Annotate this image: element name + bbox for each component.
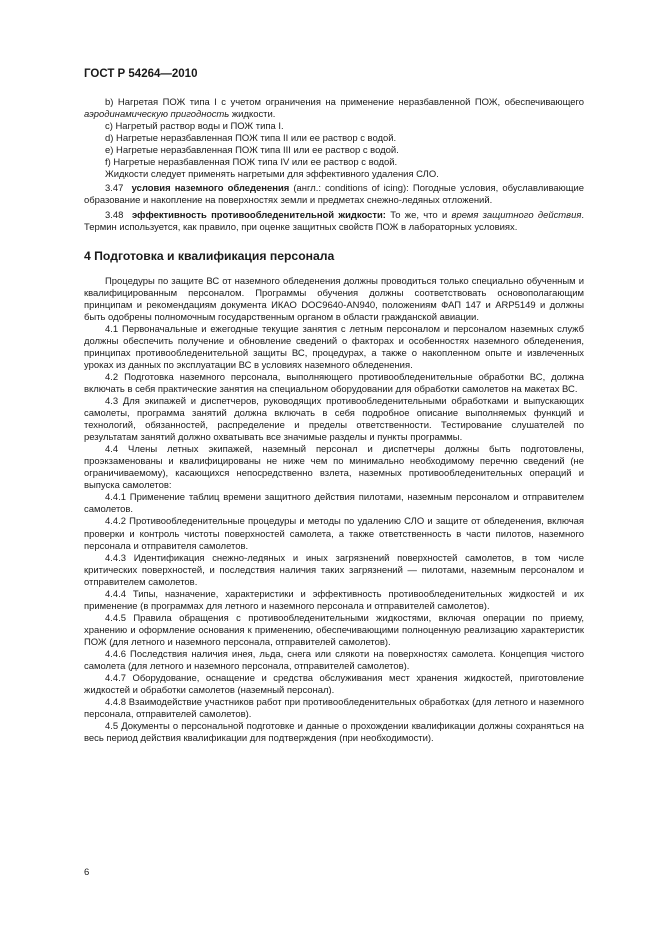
paragraph-4-4-6: 4.4.6 Последствия наличия инея, льда, снега или слякоти на поверхностях самолета. Концепция чистого самолета (для летного и наземного персонала, отправителей самолетов). xyxy=(84,648,584,673)
list-item-b-tail: жидкости. xyxy=(229,109,276,121)
definition-text-tail: . Термин используется, как правило, при оценке защитных свойств ПОЖ в лабораторных условиях. xyxy=(84,210,584,234)
definition-text: (англ.: conditions of icing): Погодные условия, обуславливающие образование и накопление на поверхностях земли и предметах снежно-ледяных отложений. xyxy=(84,183,585,207)
list-item-d: d) Нагретые неразбавленная ПОЖ типа II или ее раствор с водой. xyxy=(105,133,397,145)
list-item-f: f) Нагретые неразбавленная ПОЖ типа IV или ее раствор с водой. xyxy=(105,157,398,169)
list-item-c: c) Нагретый раствор воды и ПОЖ типа I. xyxy=(105,121,284,133)
definition-number: 3.48 xyxy=(105,210,124,222)
definition-term: условия наземного обледенения xyxy=(131,183,290,195)
section-4-intro: Процедуры по защите ВС от наземного обледенения должны проводиться только специально обученным и квалифицированным персоналом. Программы обучения должны соответствовать основополагающим принципам и рекомендациям документа ИКАО DOC9640-AN940, положениям ФАП 147 и ARP5149 и должны быть одобрены полномочным государственным органом в области гражданской авиации. xyxy=(84,275,584,323)
paragraph-4-5: 4.5 Документы о персональной подготовке и данные о прохождении квалификации должны сохраняться на весь период действия квалификации для подтверждения (при необходимости). xyxy=(84,721,584,745)
heated-note: Жидкости следует применять нагретыми для эффективного удаления СЛО. xyxy=(105,169,439,181)
paragraph-4-4-2: 4.4.2 Противообледенительные процедуры и методы по удалению СЛО и защите от обледенения, включая проверки и контроль чистоты поверхностей самолета, а также ответственность в части пилотов, наземного персонала и отправителя самолетов. xyxy=(84,516,584,552)
paragraph-4-4-7: 4.4.7 Оборудование, оснащение и средства обслуживания мест хранения жидкостей, приготовление жидкостей и обработки самолетов (наземный персонал). xyxy=(84,673,584,697)
list-item-e: e) Нагретые неразбавленная ПОЖ типа III или ее раствор с водой. xyxy=(105,145,399,157)
paragraph-4-4-8: 4.4.8 Взаимодействие участников работ при противообледенительных обработках (для летного и наземного персонала, отправителей самолетов). xyxy=(84,697,584,721)
paragraph-4-4-5: 4.4.5 Правила обращения с противообледенительными жидкостями, включая операции по приему, хранению и оформление основания к применению, обеспечивающими полноценную реализацию характеристик ПОЖ (для летного и наземного персонала, отправителей самолетов). xyxy=(84,612,584,648)
section-4-heading: 4 Подготовка и квалификация персонала xyxy=(84,248,335,263)
definition-text: То же, что и xyxy=(385,210,452,222)
paragraph-4-4-3: 4.4.3 Идентификация снежно-ледяных и иных загрязнений поверхностей самолетов, в том числе критических поверхностей, и последствия наличия таких загрязнений — пилотами, наземным персоналом и отправителем самолетов. xyxy=(84,552,584,588)
paragraph-4-1: 4.1 Первоначальные и ежегодные текущие занятия с летным персоналом и персоналом наземных служб должны обеспечить получение и обновление сведений о факторах и особенностях наземного обледенения, принципах противообледенительной защиты ВС, процедурах, а также о накопленном опыте и извлеченных уроках из данных по эксплуатации ВС в условиях наземного обледенения. xyxy=(84,323,584,371)
paragraph-4-4-4: 4.4.4 Типы, назначение, характеристики и эффективность противообледенительных жидкостей и их применение (в программах для летного и наземного персонала и отправителей самолетов). xyxy=(84,588,584,612)
definition-term: эффективность противообледенительной жидкости: xyxy=(131,210,386,222)
list-item-b-text: b) Нагретая ПОЖ типа I с учетом ограничения на применение неразбавленной ПОЖ, обеспечивающего xyxy=(105,97,584,108)
definition-emphasis: время защитного действия xyxy=(451,210,582,222)
list-item-b-emphasis: аэродинамическую пригодность xyxy=(84,109,230,121)
paragraph-4-3: 4.3 Для экипажей и диспетчеров, руководящих противообледенительными обработками и выпускающих самолеты, программа занятий должна включать в себя подробное описание выполняемых функций и технологий, обязанностей, распределение и пределы ответственности. Тестирование слушателей по результатам занятий должно охватывать все значимые разделы и пункты программы. xyxy=(84,395,584,444)
paragraph-4-4-1: 4.4.1 Применение таблиц времени защитного действия пилотами, наземным персоналом и отправителем самолетов. xyxy=(84,492,584,516)
document-body xyxy=(84,97,584,745)
definition-number: 3.47 xyxy=(105,183,124,195)
definition-3-48 xyxy=(84,210,584,234)
page-number: 6 xyxy=(84,867,90,878)
paragraph-4-2: 4.2 Подготовка наземного персонала, выполняющего противообледенительные обработки ВС, должна включать в себя практические занятия на специальном оборудовании для обработки самолетов на макетах ВС. xyxy=(84,371,584,395)
list-item-b xyxy=(84,97,584,121)
document-code-header: ГОСТ Р 54264—2010 xyxy=(84,68,198,80)
paragraph-4-4: 4.4 Члены летных экипажей, наземный персонал и диспетчеры должны быть подготовлены, проэкзаменованы и квалифицированы не ниже чем по минимально необходимому перечню сведений (не ограничиваемому), касающихся непосредственно взлета, наземных противообледенительных операций и выпуска самолетов: xyxy=(84,444,584,492)
definition-3-47 xyxy=(84,183,584,207)
